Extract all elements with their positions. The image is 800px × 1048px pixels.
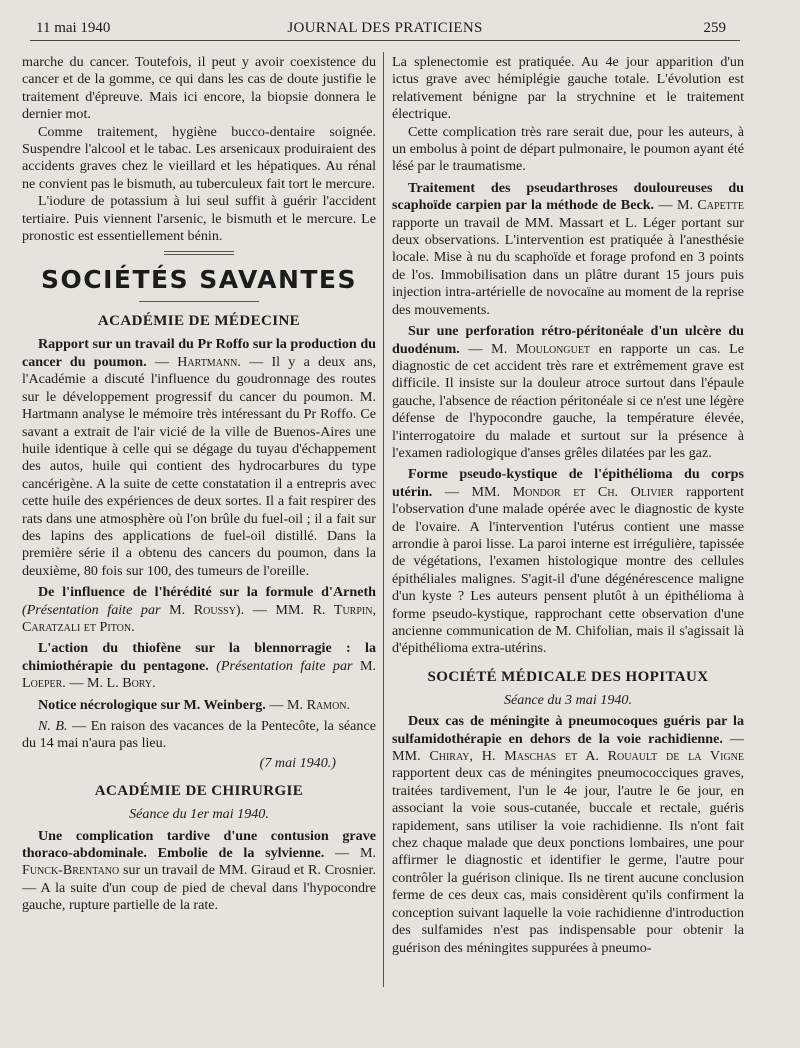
item-title: Notice nécrologique sur M. Weinberg. <box>38 696 266 713</box>
item-text: rapportent l'observation d'une malade opérée avec le diagnostic de kyste de l'ovaire. A l'intervention l'utérus contient une masse arrondie à paroi lisse. La paroi interne est irrégulière, tapissée de végétations, l'examen histologique montre des cellules épithéliales malignes. S'agit-il d'une dégénérescence maligne d'un kyste ? Les auteurs pensent plutôt à un épithélioma à forme pseudo-kystique, rapprochant cette observation d'une ancienne communication de M. Chifolian, mais il s'agissait là d'épithélioma extra-utérins. <box>392 483 744 657</box>
item-title: Forme pseudo-kystique de l'épithélioma du corps utérin. <box>392 466 744 500</box>
report-pseudarthroses: Traitement des pseudarthroses douloureuses du scaphoïde carpien par la méthode de Beck. — M. Capette rapporte un travail de MM. Massart et L. Léger portant sur deux observations. L'intervention est pratiquée à l'anesthésie locale. Mise à nu du scaphoïde et forage profond en 3 points de l'os. Immobilisation dans un plâtre durant 15 jours puis injection intra-artérielle de novocaïne au moment de la reprise des mouvements. <box>392 179 745 318</box>
intro-paragraph-2: Comme traitement, hygiène bucco-dentaire soignée. Suspendre l'alcool et le tabac. Les arsenicaux produiraient des accidents graves chez le vieillard et les hépatiques. Au rénal ne convient pas le bismuth, au tuberculeux fait tort le mercure. <box>22 123 376 192</box>
item-title: De l'influence de l'hérédité sur la formule d'Arneth <box>38 584 376 601</box>
item-presenter: M. Loeper. <box>22 657 376 692</box>
left-column <box>22 54 376 915</box>
item-text: rapporte un travail de MM. Massart et L. Léger portant sur deux observations. L'intervention est pratiquée à l'anesthésie locale. Mise à nu du scaphoïde et forage profond en 3 points de l'os. Immobilisation dans un plâtre durant 15 jours puis injection intra-artérielle de novocaïne au moment de la reprise des mouvements. <box>392 214 744 318</box>
item-authors: M. L. Bory. <box>86 675 156 692</box>
column-divider <box>383 52 384 987</box>
item-text: sur un travail de MM. Giraud et R. Crosnier. — A la suite d'un coup de pied de cheval dans l'hypocondre gauche, rupture partielle de la rate. <box>22 862 376 914</box>
item-title: Deux cas de méningite à pneumocoques guéris par la sulfamidothérapie en dehors de la voie rachidienne. <box>392 713 744 747</box>
nota-bene <box>22 718 376 753</box>
nb-date: (7 mai 1940.) <box>259 754 336 771</box>
report-perforation: Sur une perforation rétro-péritonéale d'un ulcère du duodénum. — M. Moulonguet en rapporte un cas. Le diagnostic de cet accident très rare et extrêmement grave est difficile. Il insiste sur la douleur atroce surtout dans l'épaule gauche, l'absence de réaction péritonéale si ce n'est une légère défense de l'hypocondre gauche, la température élevée, l'interrogatoire du malade et surtout sur la présence à l'examen radiologique d'anses grêles dilatées par les gaz. <box>392 323 745 461</box>
continuation-paragraph-1: La splenectomie est pratiquée. Au 4e jour apparition d'un ictus grave avec hémiplégie gauche totale. L'évolution est relativement bénigne par la strychnine et le traitement électrique. <box>392 54 744 123</box>
continuation-paragraph-2: Cette complication très rare serait due, pour les auteurs, à un embolus à point de départ pulmonaire, le poumon ayant été lésé par le traumatisme. <box>392 123 744 175</box>
item-authors: MM. Mondor et Ch. Olivier <box>471 483 674 500</box>
item-title: Sur une perforation rétro-péritonéale d'un ulcère du duodénum. <box>392 323 744 357</box>
separator-rule <box>164 251 234 252</box>
report-weinberg: Notice nécrologique sur M. Weinberg. — M. Ramon. <box>38 696 351 713</box>
item-text: Il y a deux ans, l'Académie a discuté l'influence du goudronnage des routes sur le développement progressif du cancer du poumon. M. Hartmann analyse le mémoire très intéressant du Pr Roffo. Ce savant a extrait de l'air vicié de la ville de Buenos-Aires une huile identique à celle qui se dégage du tuyau d'échappement des autos, huile qui contient des hydrocarbures du type cancérigène. A la suite de cette constatation il a entrepris avec cette huile des expériences de deux sortes. Il a fait respirer des rats dans une atmosphère où l'on brûle du fuel-oil ; il a fait sur des lapins des applications de fuel-oil distillé. Dans la première série il a obtenu des cancers du poumon, dans la deuxième, 80 fois sur 100, des tumeurs de l'oreille. <box>22 353 377 579</box>
report-thiofene: L'action du thiofène sur la blennorragie : la chimiothérapie du pentagone. (Présentation faite par M. Loeper. — M. L. Bory. <box>22 640 376 692</box>
item-title: Traitement des pseudarthroses douloureuses du scaphoïde carpien par la méthode de Beck. <box>392 179 744 214</box>
page-number: 259 <box>703 20 726 36</box>
page-header <box>30 18 740 41</box>
report-heredite: De l'influence de l'hérédité sur la formule d'Arneth (Présentation faite par M. Roussy). — MM. R. Turpin, Caratzali et Piton. <box>22 584 376 635</box>
item-presentation: (Présentation faite par <box>22 601 161 618</box>
item-authors: MM. Chiray, H. Maschas et A. Rouault de la Vigne <box>392 748 744 765</box>
nb-label: N. B. <box>38 718 68 734</box>
report-complication: Une complication tardive d'une contusion grave thoraco-abdominale. Embolie de la sylvienne. — M. Funck-Brentano sur un travail de MM. Giraud et R. Crosnier. — A la suite d'un coup de pied de cheval dans l'hypocondre gauche, rupture partielle de la rate. <box>22 827 376 914</box>
issue-date: 11 mai 1940 <box>36 20 111 36</box>
item-author: M. Ramon. <box>286 696 351 713</box>
item-presentation: (Présentation faite par <box>216 657 353 674</box>
item-author: M. Moulonguet <box>491 340 591 357</box>
nb-text: — En raison des vacances de la Pentecôte, la séance du 14 mai n'aura pas lieu. <box>22 718 376 752</box>
separator-rule <box>164 254 234 255</box>
academie-chirurgie-heading: ACADÉMIE DE CHIRURGIE <box>94 783 304 800</box>
intro-paragraph-1: marche du cancer. Toutefois, il peut y avoir coexistence du cancer et de la gomme, ce qui dans les cas de doute justifie le traitement d'épreuve. Mais ici encore, la biopsie donnera le dernier mot. <box>22 54 376 123</box>
item-text: en rapporte un cas. Le diagnostic de cet accident très rare et extrêmement grave est difficile. Il insiste sur la douleur atroce surtout dans l'épaule gauche, l'absence de réaction péritonéale si ce n'est une légère défense de l'hypocondre gauche, la température élevée, l'interrogatoire du malade et surtout sur la présence à l'examen radiologique d'anses grêles dilatées par les gaz. <box>392 340 745 461</box>
item-title: L'action du thiofène sur la blennorragie : la chimiothérapie du pentagone. <box>22 640 376 674</box>
item-text: rapportent deux cas de méningites pneumococciques graves, traitées tardivement, l'un le 4e jour, l'autre le 6e jour, en associant la voie sous-cutanée, buccale et rectale, guéris rapidement, sans utiliser la voie rachidienne. Ils n'ont fait chez chaque malade que deux ponctions lombaires, une pour affirmer le diagnostic et identifier le germe, l'autre pour contrôler la guérison clinique. Ils ne tirent aucune conclusion ferme de ces deux cas, mais considèrent qu'ils confirment la conception suivant laquelle la voie rachidienne d'introduction des sulfamides n'est pas indispensable pour obtenir la guérison des méningites suppurées à pneumo- <box>392 765 744 956</box>
journal-title: JOURNAL DES PRATICIENS <box>287 20 483 36</box>
item-title: Une complication tardive d'une contusion grave thoraco-abdominale. Embolie de la sylvienne. <box>22 827 376 862</box>
item-presenter: M. Roussy). <box>169 601 245 618</box>
seance-date: Séance du 1er mai 1940. <box>129 806 269 823</box>
separator-rule <box>139 301 259 302</box>
item-title: Rapport sur un travail du Pr Roffo sur la production du cancer du poumon. <box>22 336 376 370</box>
seance-date: Séance du 3 mai 1940. <box>504 691 632 708</box>
item-authors: MM. R. Turpin, Caratzali et Piton. <box>22 601 376 635</box>
report-epithelioma: Forme pseudo-kystique de l'épithélioma du corps utérin. — MM. Mondor et Ch. Olivier rapportent l'observation d'une malade opérée avec le diagnostic de kyste de l'ovaire. A l'intervention l'utérus contient une masse arrondie à paroi lisse. La paroi interne est irrégulière, tapissée de végétations, l'examen histologique montre des cellules épithéliales malignes. S'agit-il d'une dégénérescence maligne d'un kyste ? Les auteurs pensent plutôt à un épithélioma à forme pseudo-kystique, rapprochant cette observation d'une ancienne communication de M. Chifolian, mais il s'agissait là d'épithélioma extra-utérins. <box>392 466 744 657</box>
intro-paragraph-3: L'iodure de potassium à lui seul suffit à guérir l'accident tertiaire. Puis viennent l'arsenic, le bismuth et le mercure. Le pronostic est essentiellement bénin. <box>22 193 376 245</box>
section-title: SOCIÉTÉS SAVANTES <box>40 265 358 295</box>
right-column <box>392 54 744 957</box>
item-author: M. Capette <box>676 197 745 214</box>
item-author: M. Funck-Brentano <box>22 845 376 879</box>
item-author: Hartmann. <box>177 353 241 370</box>
societe-medicale-heading: SOCIÉTÉ MÉDICALE DES HOPITAUX <box>427 668 709 685</box>
report-meningite: Deux cas de méningite à pneumocoques guéris par la sulfamidothérapie en dehors de la voie rachidienne. — MM. Chiray, H. Maschas et A. Rouault de la Vigne rapportent deux cas de méningites pneumococciques graves, traitées tardivement, l'un le 4e jour, l'autre le 6e jour, en associant la voie sous-cutanée, buccale et rectale, guéris rapidement, sans utiliser la voie rachidienne. Ils n'ont fait chez chaque malade que deux ponctions lombaires, une pour affirmer le diagnostic et identifier le germe, l'autre pour contrôler la guérison clinique. Ils ne tirent aucune conclusion ferme de ces deux cas, mais considèrent qu'ils confirment la conception suivant laquelle la voie rachidienne d'introduction des sulfamides n'est pas indispensable pour obtenir la guérison des méningites suppurées à pneumo- <box>392 713 745 956</box>
academie-medecine-heading: ACADÉMIE DE MÉDECINE <box>97 313 301 330</box>
report-roffo: Rapport sur un travail du Pr Roffo sur la production du cancer du poumon. — Hartmann. — Il y a deux ans, l'Académie a discuté l'influence du goudronnage des routes sur le développement progressif du cancer du poumon. M. Hartmann analyse le mémoire très intéressant du Pr Roffo. Ce savant a extrait de l'air vicié de la ville de Buenos-Aires une huile identique à celle qui se dégage du tuyau d'échappement des autos, huile qui contient des hydrocarbures du type cancérigène. A la suite de cette constatation il a entrepris avec cette huile des expériences de deux sortes. Il a fait respirer des rats dans une atmosphère où l'on brûle du fuel-oil ; il a fait sur des lapins des applications de fuel-oil distillé. Dans la première série il a obtenu des cancers du poumon, dans la deuxième, 80 fois sur 100, des tumeurs de l'oreille. <box>22 336 377 579</box>
